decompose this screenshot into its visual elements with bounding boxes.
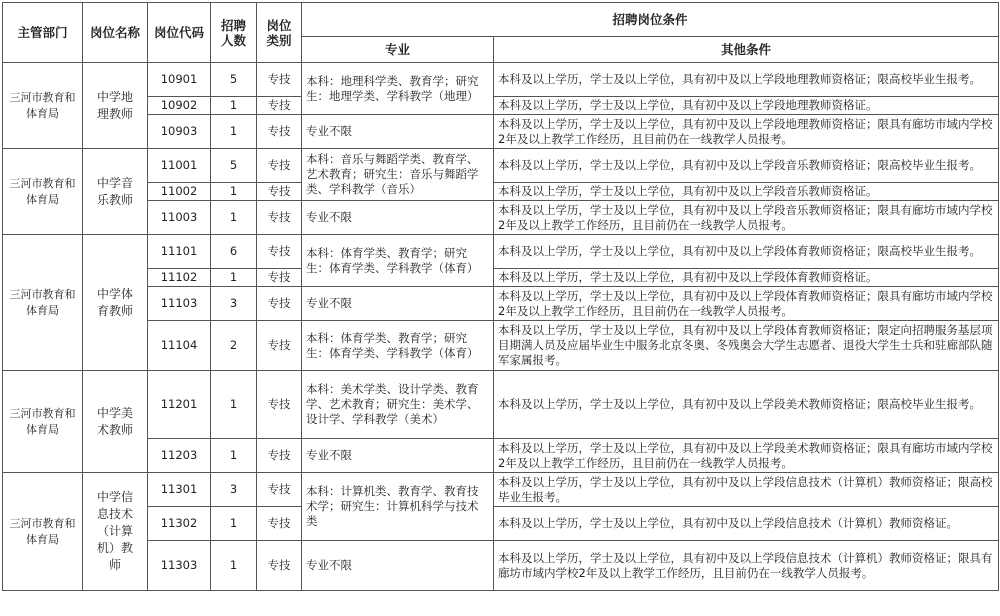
header-position-name: 岗位名称 bbox=[83, 3, 148, 63]
hire-count: 5 bbox=[211, 63, 257, 97]
position-type: 专技 bbox=[257, 507, 302, 541]
header-hire-count: 招聘人数 bbox=[211, 3, 257, 63]
hire-count: 3 bbox=[211, 287, 257, 321]
other-conditions: 本科及以上学历，学士及以上学位，具有初中及以上学段体育教师资格证；限高校毕业生报考。 bbox=[494, 235, 999, 269]
hire-count: 5 bbox=[211, 149, 257, 183]
position-code: 11101 bbox=[148, 235, 211, 269]
position-type: 专技 bbox=[257, 235, 302, 269]
position-code: 11301 bbox=[148, 473, 211, 507]
position-code: 10902 bbox=[148, 97, 211, 115]
hire-count: 1 bbox=[211, 183, 257, 201]
hire-count: 1 bbox=[211, 115, 257, 149]
position-type: 专技 bbox=[257, 183, 302, 201]
position-name-cell: 中学美术教师 bbox=[83, 371, 148, 473]
major-cell: 专业不限 bbox=[302, 439, 494, 473]
position-code: 10901 bbox=[148, 63, 211, 97]
major-cell: 本科：美术学类、设计学类、教育学、艺术教育；研究生：美术学、设计学、学科教学（美术） bbox=[302, 371, 494, 439]
position-code: 11104 bbox=[148, 321, 211, 371]
dept-cell: 三河市教育和体育局 bbox=[3, 235, 83, 371]
major-cell: 专业不限 bbox=[302, 201, 494, 235]
other-conditions: 本科及以上学历，学士及以上学位，具有初中及以上学段地理教师资格证；限高校毕业生报考。 bbox=[494, 63, 999, 97]
table-row bbox=[3, 321, 999, 371]
other-conditions: 本科及以上学历，学士及以上学位，具有初中及以上学段信息技术（计算机）教师资格证；限具有廊坊市域内学校2年及以上教学工作经历，且目前仍在一线教学人员报考。 bbox=[494, 541, 999, 591]
dept-cell: 三河市教育和体育局 bbox=[3, 149, 83, 235]
table-row bbox=[3, 269, 999, 287]
position-type: 专技 bbox=[257, 287, 302, 321]
position-type: 专技 bbox=[257, 473, 302, 507]
other-conditions: 本科及以上学历，学士及以上学位，具有初中及以上学段音乐教师资格证；限具有廊坊市域内学校2年及以上教学工作经历，且目前仍在一线教学人员报考。 bbox=[494, 201, 999, 235]
other-conditions: 本科及以上学历，学士及以上学位，具有初中及以上学段美术教师资格证；限具有廊坊市域内学校2年及以上教学工作经历，且目前仍在一线教学人员报考。 bbox=[494, 439, 999, 473]
position-type: 专技 bbox=[257, 63, 302, 97]
header-conditions: 招聘岗位条件 bbox=[302, 3, 999, 37]
hire-count: 1 bbox=[211, 439, 257, 473]
other-conditions: 本科及以上学历，学士及以上学位，具有初中及以上学段体育教师资格证；限具有廊坊市域内学校2年及以上教学工作经历，且目前仍在一线教学人员报考。 bbox=[494, 287, 999, 321]
major-cell: 本科：音乐与舞蹈学类、教育学、艺术教育；研究生：音乐与舞蹈学类、学科教学（音乐） bbox=[302, 149, 494, 201]
other-conditions: 本科及以上学历，学士及以上学位，具有初中及以上学段音乐教师资格证；限高校毕业生报考。 bbox=[494, 149, 999, 183]
hire-count: 1 bbox=[211, 507, 257, 541]
major-cell: 专业不限 bbox=[302, 541, 494, 591]
header-position-type: 岗位类别 bbox=[257, 3, 302, 63]
position-type: 专技 bbox=[257, 149, 302, 183]
other-conditions: 本科及以上学历，学士及以上学位，具有初中及以上学段音乐教师资格证。 bbox=[494, 183, 999, 201]
table-row bbox=[3, 201, 999, 235]
other-conditions: 本科及以上学历，学士及以上学位，具有初中及以上学段地理教师资格证。 bbox=[494, 97, 999, 115]
table-row bbox=[3, 473, 999, 507]
position-name-cell: 中学体育教师 bbox=[83, 235, 148, 371]
table-row bbox=[3, 97, 999, 115]
table-row bbox=[3, 507, 999, 541]
other-conditions: 本科及以上学历，学士及以上学位，具有初中及以上学段信息技术（计算机）教师资格证。 bbox=[494, 507, 999, 541]
recruitment-table bbox=[2, 2, 999, 591]
major-cell: 本科：体育学类、教育学；研究生：体育学类、学科教学（体育） bbox=[302, 235, 494, 287]
table-row bbox=[3, 439, 999, 473]
position-type: 专技 bbox=[257, 269, 302, 287]
position-code: 11201 bbox=[148, 371, 211, 439]
position-type: 专技 bbox=[257, 97, 302, 115]
position-code: 11001 bbox=[148, 149, 211, 183]
table-row bbox=[3, 183, 999, 201]
hire-count: 3 bbox=[211, 473, 257, 507]
dept-cell: 三河市教育和体育局 bbox=[3, 371, 83, 473]
position-code: 11303 bbox=[148, 541, 211, 591]
table-row bbox=[3, 287, 999, 321]
major-cell: 本科：体育学类、教育学；研究生：体育学类、学科教学（体育） bbox=[302, 321, 494, 371]
position-code: 11003 bbox=[148, 201, 211, 235]
hire-count: 1 bbox=[211, 97, 257, 115]
position-name-cell: 中学音乐教师 bbox=[83, 149, 148, 235]
dept-cell: 三河市教育和体育局 bbox=[3, 63, 83, 149]
position-type: 专技 bbox=[257, 321, 302, 371]
header-position-code: 岗位代码 bbox=[148, 3, 211, 63]
position-code: 11103 bbox=[148, 287, 211, 321]
position-type: 专技 bbox=[257, 541, 302, 591]
table-row bbox=[3, 541, 999, 591]
other-conditions: 本科及以上学历，学士及以上学位，具有初中及以上学段地理教师资格证；限具有廊坊市域内学校2年及以上教学工作经历，且目前仍在一线教学人员报考。 bbox=[494, 115, 999, 149]
position-name-cell: 中学地理教师 bbox=[83, 63, 148, 149]
position-type: 专技 bbox=[257, 115, 302, 149]
position-code: 11302 bbox=[148, 507, 211, 541]
position-type: 专技 bbox=[257, 439, 302, 473]
position-code: 10903 bbox=[148, 115, 211, 149]
position-code: 11102 bbox=[148, 269, 211, 287]
header-major: 专业 bbox=[302, 37, 494, 63]
hire-count: 1 bbox=[211, 269, 257, 287]
major-cell: 专业不限 bbox=[302, 115, 494, 149]
other-conditions: 本科及以上学历，学士及以上学位，具有初中及以上学段美术教师资格证；限高校毕业生报考。 bbox=[494, 371, 999, 439]
other-conditions: 本科及以上学历，学士及以上学位，具有初中及以上学段体育教师资格证；限定向招聘服务基层项目期满人员及应届毕业生中服务北京冬奥、冬残奥会大学生志愿者、退役大学生士兵和驻廊部队随军家属报考。 bbox=[494, 321, 999, 371]
major-cell: 专业不限 bbox=[302, 287, 494, 321]
major-cell: 本科：地理科学类、教育学；研究生：地理学类、学科教学（地理） bbox=[302, 63, 494, 115]
header-dept: 主管部门 bbox=[3, 3, 83, 63]
header-other: 其他条件 bbox=[494, 37, 999, 63]
table-row bbox=[3, 115, 999, 149]
position-name-cell: 中学信息技术（计算机）教师 bbox=[83, 473, 148, 591]
position-type: 专技 bbox=[257, 371, 302, 439]
table-row bbox=[3, 63, 999, 97]
major-cell: 本科：计算机类、教育学、教育技术学；研究生：计算机科学与技术类 bbox=[302, 473, 494, 541]
other-conditions: 本科及以上学历，学士及以上学位，具有初中及以上学段体育教师资格证。 bbox=[494, 269, 999, 287]
hire-count: 1 bbox=[211, 541, 257, 591]
position-code: 11203 bbox=[148, 439, 211, 473]
dept-cell: 三河市教育和体育局 bbox=[3, 473, 83, 591]
table-row bbox=[3, 371, 999, 439]
hire-count: 2 bbox=[211, 321, 257, 371]
position-code: 11002 bbox=[148, 183, 211, 201]
table-row bbox=[3, 235, 999, 269]
hire-count: 1 bbox=[211, 201, 257, 235]
hire-count: 6 bbox=[211, 235, 257, 269]
table-row bbox=[3, 149, 999, 183]
position-type: 专技 bbox=[257, 201, 302, 235]
other-conditions: 本科及以上学历，学士及以上学位，具有初中及以上学段信息技术（计算机）教师资格证；限高校毕业生报考。 bbox=[494, 473, 999, 507]
hire-count: 1 bbox=[211, 371, 257, 439]
